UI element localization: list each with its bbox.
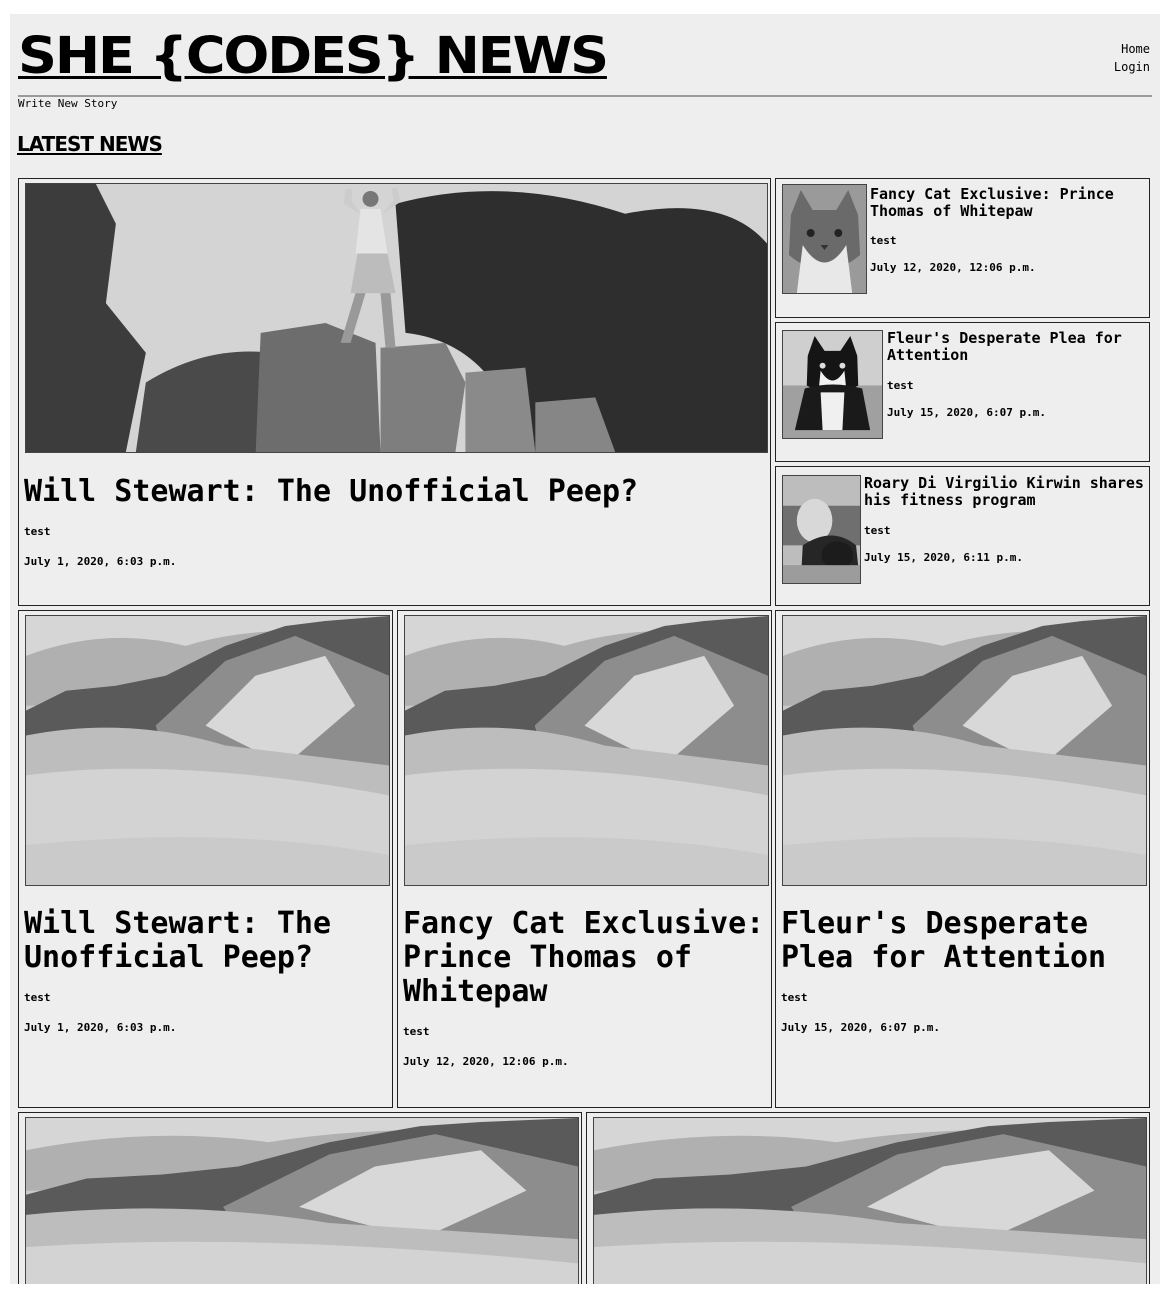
grid-story-author: test xyxy=(24,991,51,1004)
mountain-photo xyxy=(783,616,1146,885)
side-story-title[interactable]: Roary Di Virgilio Kirwin shares his fitness program xyxy=(864,474,1144,509)
top-nav xyxy=(1114,40,1150,76)
side-story-image[interactable] xyxy=(782,184,867,294)
mountain-photo xyxy=(26,1118,578,1284)
side-story-date: July 15, 2020, 6:11 p.m. xyxy=(864,551,1023,564)
grid-story-date: July 1, 2020, 6:03 p.m. xyxy=(24,1021,177,1034)
grid-story-card[interactable] xyxy=(775,610,1150,1108)
side-story-image[interactable] xyxy=(782,475,861,584)
featured-story-date: July 1, 2020, 6:03 p.m. xyxy=(24,555,177,568)
featured-story-card[interactable] xyxy=(18,178,771,606)
site-title[interactable]: SHE {CODES} NEWS xyxy=(18,27,607,86)
side-story-card[interactable] xyxy=(775,178,1150,318)
side-story-author: test xyxy=(887,379,914,392)
side-story-image[interactable] xyxy=(782,330,883,439)
featured-story-title[interactable]: Will Stewart: The Unofficial Peep? xyxy=(24,474,639,509)
side-story-card[interactable] xyxy=(775,466,1150,606)
latest-news-heading: LATEST NEWS xyxy=(17,132,162,156)
grid-story-image[interactable] xyxy=(782,615,1147,886)
grid-story-date: July 12, 2020, 12:06 p.m. xyxy=(403,1055,569,1068)
write-new-story-link[interactable]: Write New Story xyxy=(18,97,118,110)
bottom-story-image[interactable] xyxy=(593,1117,1147,1284)
baby-photo xyxy=(783,476,860,583)
featured-photo-graphic xyxy=(26,184,767,452)
bottom-story-image[interactable] xyxy=(25,1117,579,1284)
mountain-photo xyxy=(405,616,768,885)
black-white-cat-photo xyxy=(783,331,882,438)
grid-story-image[interactable] xyxy=(404,615,769,886)
side-story-date: July 15, 2020, 6:07 p.m. xyxy=(887,406,1046,419)
grid-story-author: test xyxy=(403,1025,430,1038)
mountain-photo xyxy=(26,616,389,885)
side-story-author: test xyxy=(864,524,891,537)
side-story-title[interactable]: Fancy Cat Exclusive: Prince Thomas of Whitepaw xyxy=(870,185,1114,220)
nav-home-link[interactable]: Home xyxy=(1121,42,1150,56)
grid-story-title[interactable]: Fleur's Desperate Plea for Attention xyxy=(781,906,1107,975)
grid-story-card[interactable] xyxy=(18,610,393,1108)
side-story-author: test xyxy=(870,234,897,247)
bottom-story-card[interactable] xyxy=(18,1112,582,1284)
grid-story-card[interactable] xyxy=(397,610,772,1108)
side-story-card[interactable] xyxy=(775,322,1150,462)
bottom-story-card[interactable] xyxy=(586,1112,1150,1284)
side-story-date: July 12, 2020, 12:06 p.m. xyxy=(870,261,1036,274)
nav-login-link[interactable]: Login xyxy=(1113,60,1150,74)
grid-story-author: test xyxy=(781,991,808,1004)
header-divider xyxy=(18,95,1152,97)
grid-story-title[interactable]: Will Stewart: The Unofficial Peep? xyxy=(24,906,332,975)
page xyxy=(10,14,1160,1284)
grid-story-date: July 15, 2020, 6:07 p.m. xyxy=(781,1021,940,1034)
grid-story-image[interactable] xyxy=(25,615,390,886)
grid-story-title[interactable]: Fancy Cat Exclusive: Prince Thomas of Whitepaw xyxy=(403,906,765,1009)
mountain-photo xyxy=(594,1118,1146,1284)
tabby-cat-photo xyxy=(783,185,866,293)
featured-story-image[interactable] xyxy=(25,183,768,453)
side-story-title[interactable]: Fleur's Desperate Plea for Attention xyxy=(887,329,1122,364)
featured-story-author: test xyxy=(24,525,51,538)
